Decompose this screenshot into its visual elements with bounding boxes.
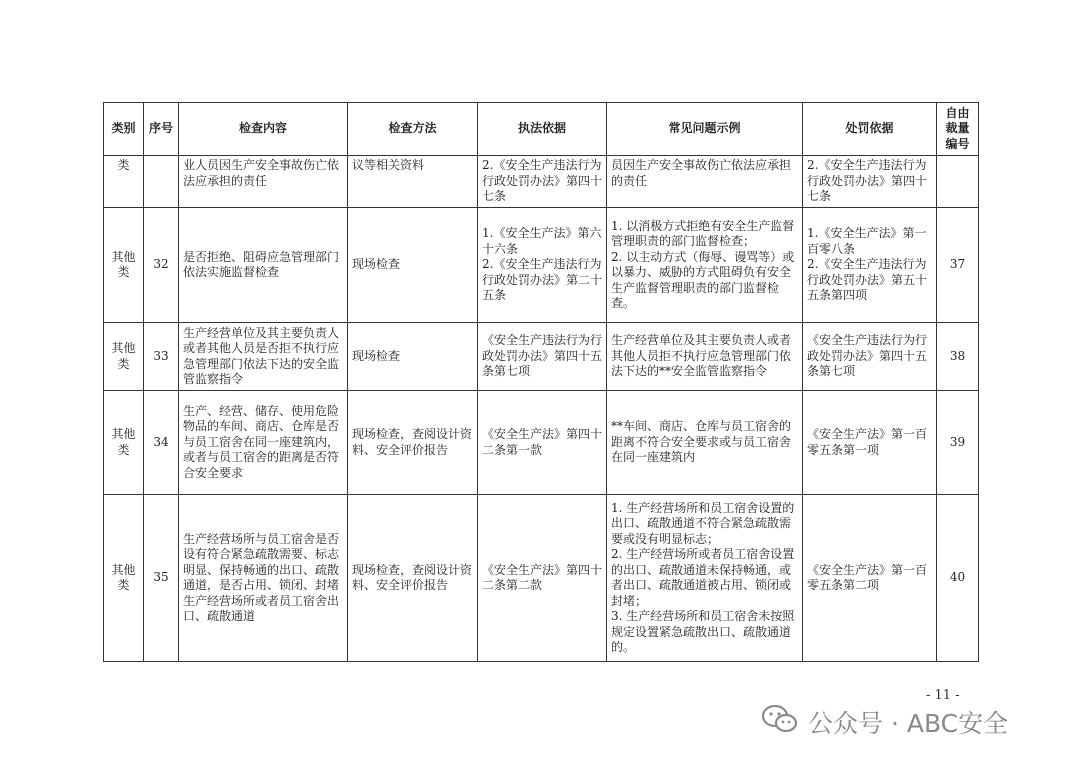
cell-code: 40: [937, 495, 979, 662]
header-code: 自由裁量编号: [937, 103, 979, 156]
cell-problems: 1. 生产经营场所和员工宿舍设置的出口、疏散通道不符合紧急疏散需要或没有明显标志； 2. 生产经营场所或者员工宿舍设置的出口、疏散通道未保持畅通，或者出口、疏散通道被占用、锁闭或封堵； 3. 生产经营场所和员工宿舍未按照规定设置紧急疏散出口、疏散通道的。: [607, 495, 803, 662]
cell-code: [937, 156, 979, 208]
cell-penalty: 1.《安全生产法》第一百零八条 2.《安全生产违法行为行政处罚办法》第五十五条第四项: [803, 208, 937, 323]
cell-number: 35: [144, 495, 179, 662]
cell-method: 现场检查，查阅设计资料、安全评价报告: [348, 391, 478, 495]
header-basis: 执法依据: [478, 103, 607, 156]
page-number: - 11 -: [926, 688, 960, 703]
cell-basis: 《安全生产违法行为行政处罚办法》第四十五条第七项: [478, 323, 607, 391]
cell-content: 是否拒绝、阻碍应急管理部门依法实施监督检查: [179, 208, 348, 323]
wechat-icon: [760, 703, 808, 741]
cell-basis: 1.《安全生产法》第六十六条 2.《安全生产违法行为行政处罚办法》第二十五条: [478, 208, 607, 323]
header-method: 检查方法: [348, 103, 478, 156]
cell-number: 33: [144, 323, 179, 391]
watermark: [760, 704, 1008, 740]
cell-problems: **车间、商店、仓库与员工宿舍的距离不符合安全要求或与员工宿舍在同一座建筑内: [607, 391, 803, 495]
header-content: 检查内容: [179, 103, 348, 156]
cell-code: 39: [937, 391, 979, 495]
cell-basis: 《安全生产法》第四十二条第二款: [478, 495, 607, 662]
header-category: 类别: [104, 103, 144, 156]
cell-problems: 生产经营单位及其主要负责人或者其他人员拒不执行应急管理部门依法下达的**安全监管监察指令: [607, 323, 803, 391]
cell-category: 其他类: [104, 323, 144, 391]
table-row: [104, 323, 979, 391]
cell-number: 32: [144, 208, 179, 323]
watermark-text: 公众号 · ABC安全: [808, 709, 1009, 738]
cell-penalty: 《安全生产法》第一百零五条第二项: [803, 495, 937, 662]
cell-method: 现场检查: [348, 323, 478, 391]
cell-method: 议等相关资料: [348, 156, 478, 208]
inspection-table: [103, 102, 979, 662]
cell-content: 业人员因生产安全事故伤亡依法应承担的责任: [179, 156, 348, 208]
cell-penalty: 《安全生产违法行为行政处罚办法》第四十五条第七项: [803, 323, 937, 391]
cell-problems: 1. 以消极方式拒绝有安全生产监督管理职责的部门监督检查； 2. 以主动方式（侮辱、谩骂等）或以暴力、威胁的方式阻碍负有安全生产监督管理职责的部门监督检查。: [607, 208, 803, 323]
header-penalty: 处罚依据: [803, 103, 937, 156]
header-number: 序号: [144, 103, 179, 156]
cell-content: 生产经营场所与员工宿舍是否设有符合紧急疏散需要、标志明显、保持畅通的出口、疏散通道，是否占用、锁闭、封堵生产经营场所或者员工宿舍出口、疏散通道: [179, 495, 348, 662]
cell-method: 现场检查，查阅设计资料、安全评价报告: [348, 495, 478, 662]
cell-category: 其他类: [104, 495, 144, 662]
table-row: [104, 156, 979, 208]
table-row: [104, 495, 979, 662]
cell-number: 34: [144, 391, 179, 495]
cell-content: 生产经营单位及其主要负责人或者其他人员是否拒不执行应急管理部门依法下达的安全监管监察指令: [179, 323, 348, 391]
cell-number: [144, 156, 179, 208]
cell-category: 类: [104, 156, 144, 208]
cell-problems: 员因生产安全事故伤亡依法应承担的责任: [607, 156, 803, 208]
cell-basis: 《安全生产法》第四十二条第一款: [478, 391, 607, 495]
cell-content: 生产、经营、储存、使用危险物品的车间、商店、仓库是否与员工宿舍在同一座建筑内，或者与员工宿舍的距离是否符合安全要求: [179, 391, 348, 495]
cell-category: 其他类: [104, 208, 144, 323]
cell-code: 37: [937, 208, 979, 323]
cell-code: 38: [937, 323, 979, 391]
header-problems: 常见问题示例: [607, 103, 803, 156]
table-row: [104, 208, 979, 323]
table-header-row: [104, 103, 979, 156]
cell-method: 现场检查: [348, 208, 478, 323]
cell-category: 其他类: [104, 391, 144, 495]
table-row: [104, 391, 979, 495]
cell-basis: 2.《安全生产违法行为行政处罚办法》第四十七条: [478, 156, 607, 208]
cell-penalty: 《安全生产法》第一百零五条第一项: [803, 391, 937, 495]
cell-penalty: 2.《安全生产违法行为行政处罚办法》第四十七条: [803, 156, 937, 208]
